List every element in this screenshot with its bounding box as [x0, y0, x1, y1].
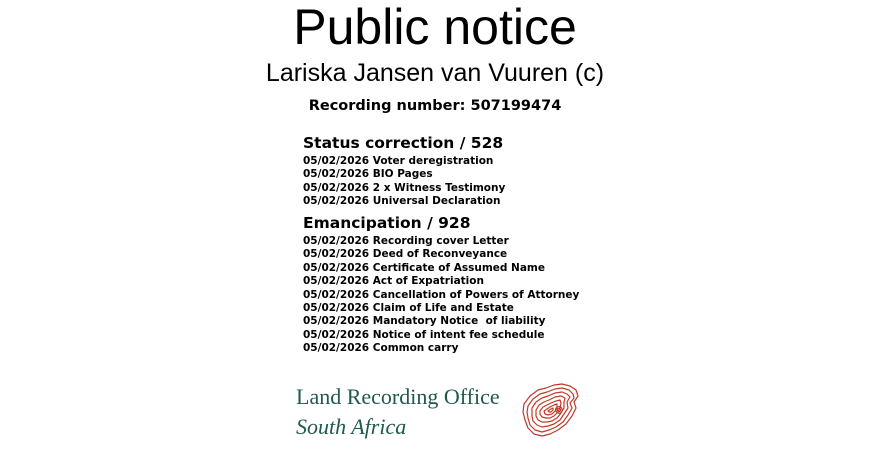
list-item: 05/02/2026 BIO Pages — [303, 168, 433, 181]
list-item: 05/02/2026 Notice of intent fee schedule — [303, 328, 545, 341]
section-emancipation — [303, 213, 823, 356]
entry-list — [303, 155, 823, 209]
list-item: 05/02/2026 Common carry — [303, 342, 459, 355]
list-item: 05/02/2026 Claim of Life and Estate — [303, 301, 514, 314]
list-item: 05/02/2026 Voter deregistration — [303, 155, 494, 167]
list-item: 05/02/2026 Act of Expatriation — [303, 275, 484, 288]
south-africa-map-fingerprint-icon — [520, 382, 582, 442]
section-status-correction — [303, 133, 823, 209]
logo-text-line2: South Africa — [296, 414, 407, 439]
list-item: 05/02/2026 Mandatory Notice of liability — [303, 315, 546, 328]
entry-list — [303, 235, 823, 356]
notice-title: Public notice — [293, 0, 577, 55]
list-item: 05/02/2026 2 x Witness Testimony — [303, 181, 506, 194]
section-heading: Status correction / 528 — [303, 134, 504, 152]
recording-number: Recording number: 507199474 — [308, 98, 562, 114]
list-item: 05/02/2026 Cancellation of Powers of Attorney — [303, 288, 580, 301]
list-item: 05/02/2026 Universal Declaration — [303, 195, 501, 208]
list-item: 05/02/2026 Recording cover Letter — [303, 235, 509, 247]
logo-text-line1: Land Recording Office — [296, 384, 500, 409]
list-item: 05/02/2026 Certificate of Assumed Name — [303, 261, 545, 274]
person-name: Lariska Jansen van Vuuren (c) — [265, 59, 605, 87]
section-heading: Emancipation / 928 — [303, 214, 471, 232]
list-item: 05/02/2026 Deed of Reconveyance — [303, 248, 508, 261]
